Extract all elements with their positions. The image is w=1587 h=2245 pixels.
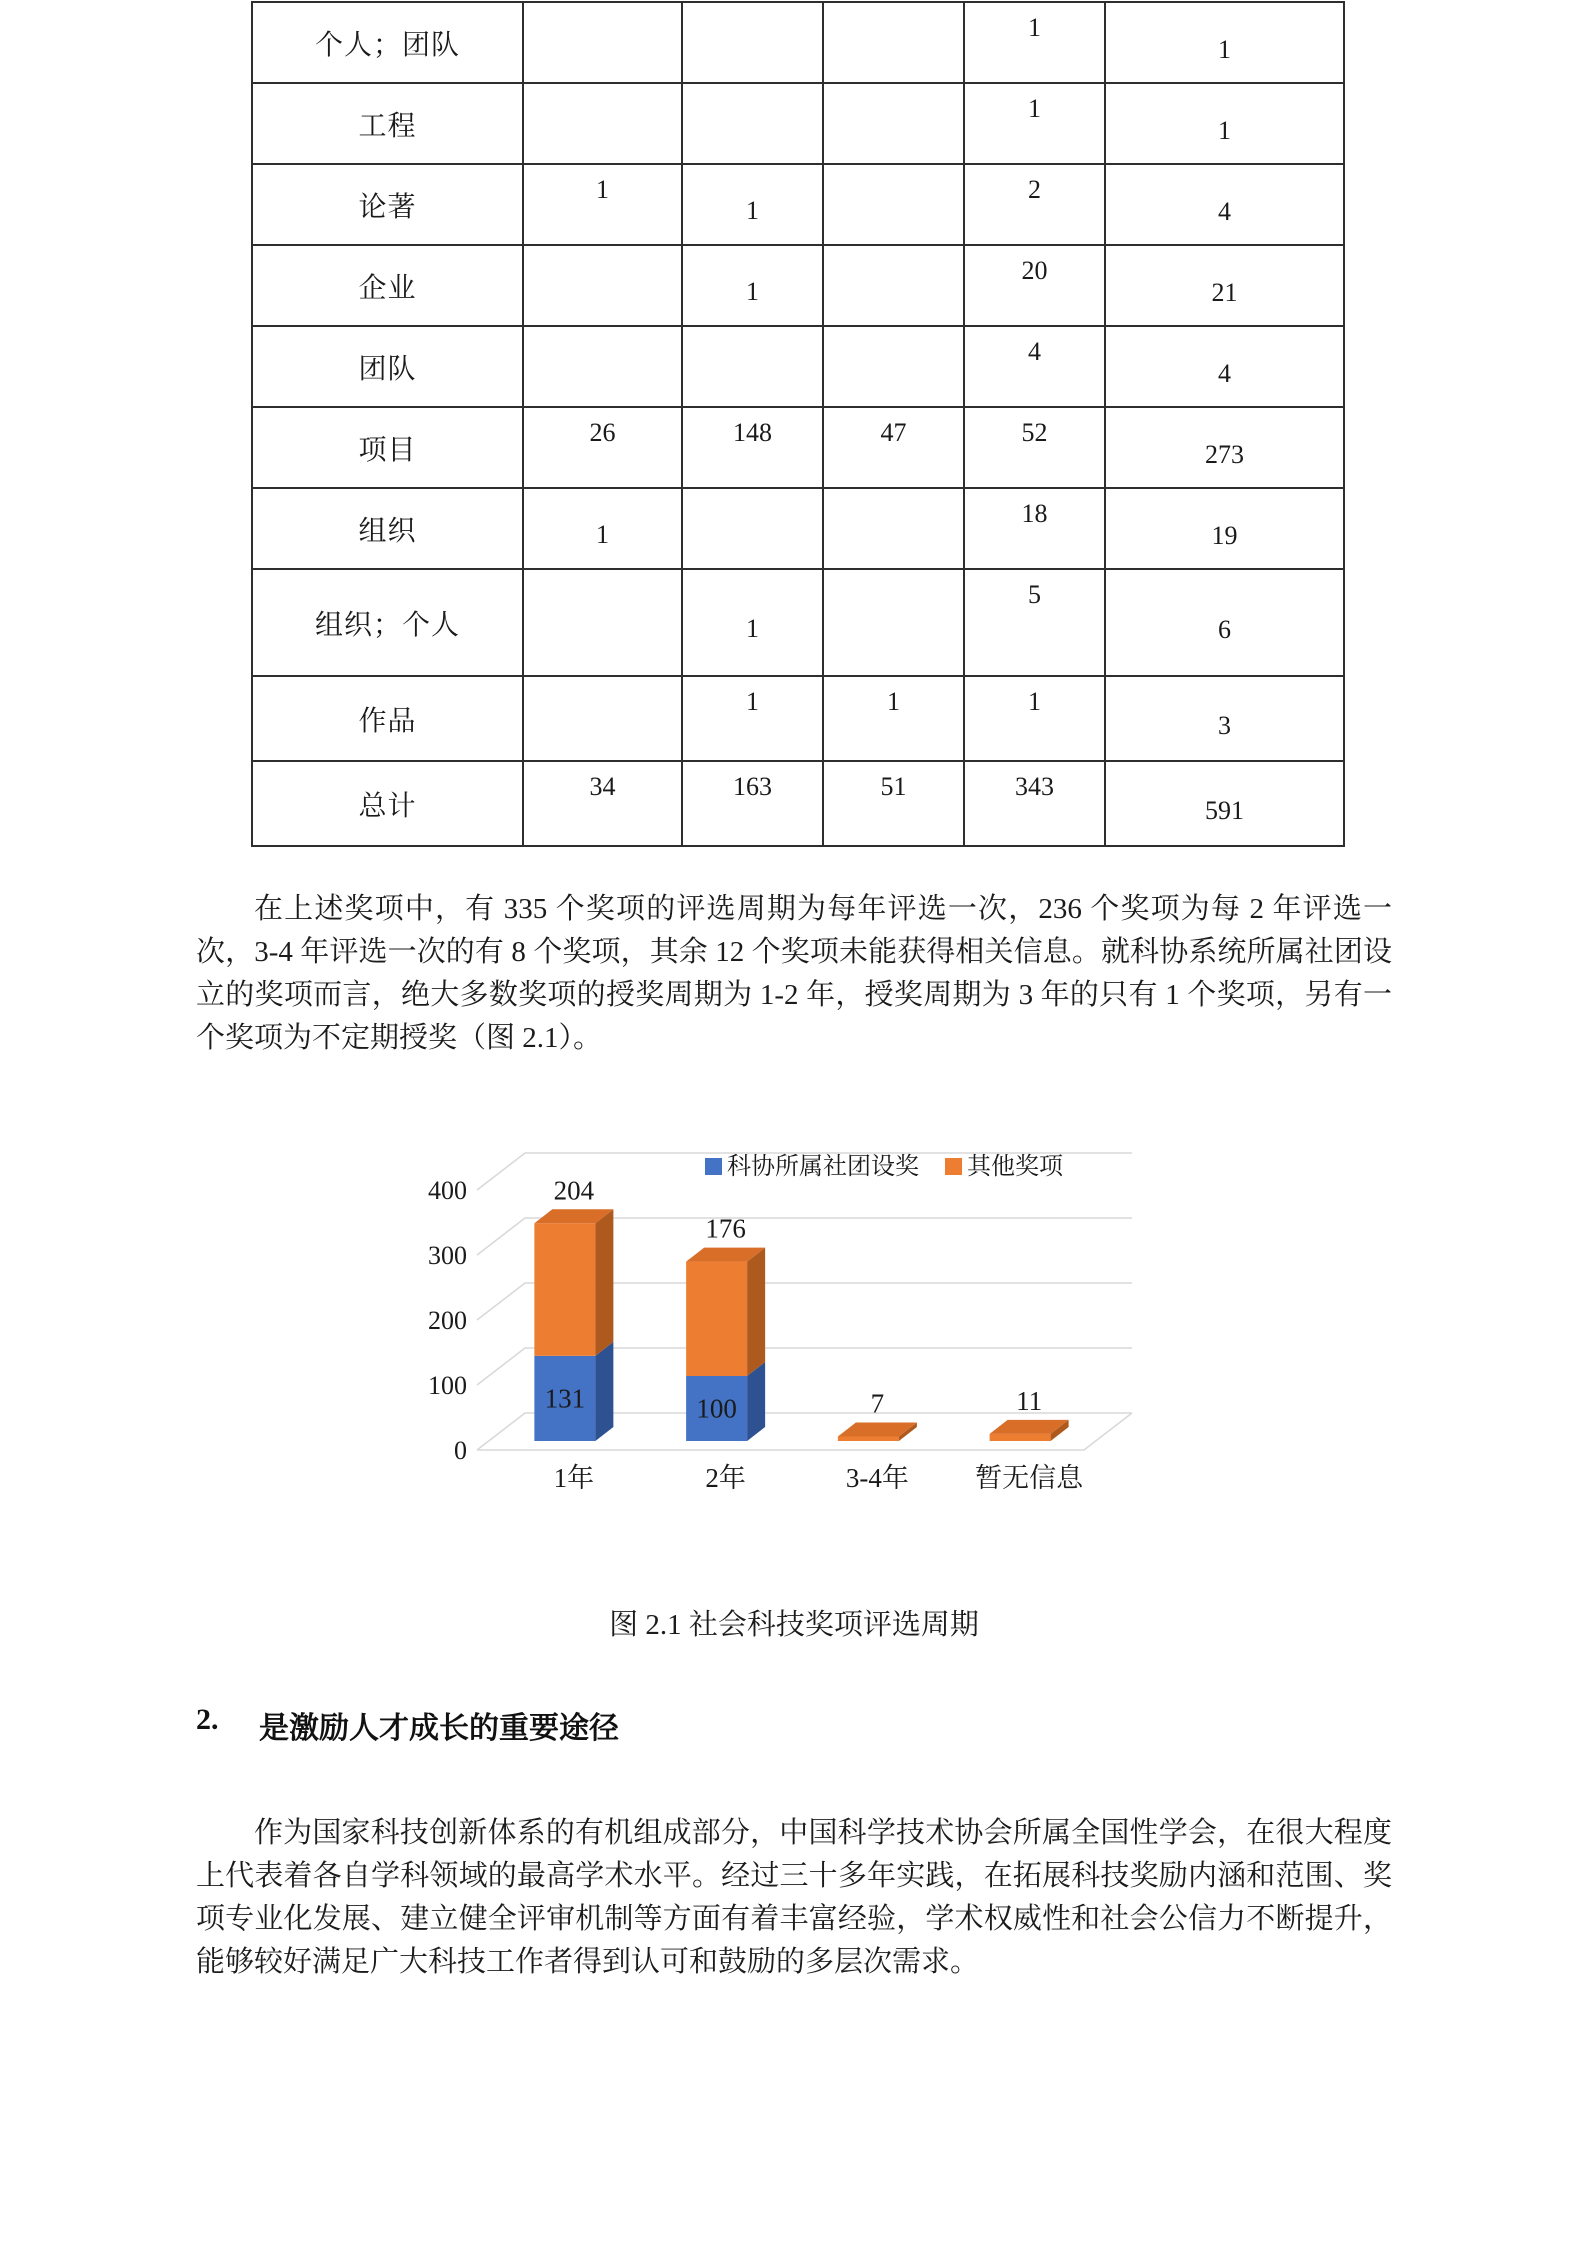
- cell-value: 1: [682, 569, 823, 676]
- cell-value: [823, 245, 964, 326]
- row-label: 项目: [252, 407, 523, 488]
- cell-value: 163: [682, 761, 823, 846]
- cell-value: [823, 488, 964, 569]
- cell-value: 2: [964, 164, 1105, 245]
- row-label: 论著: [252, 164, 523, 245]
- row-total: 1: [1105, 2, 1344, 83]
- row-total: 19: [1105, 488, 1344, 569]
- cell-value: [823, 326, 964, 407]
- table-row: [252, 676, 1344, 761]
- svg-text:200: 200: [428, 1306, 467, 1335]
- cell-value: 4: [964, 326, 1105, 407]
- award-period-table: [251, 1, 1345, 847]
- section-heading-number: 2.: [196, 1703, 219, 1736]
- cell-value: 20: [964, 245, 1105, 326]
- cell-value: 1: [964, 676, 1105, 761]
- cell-value: [523, 326, 682, 407]
- svg-text:131: 131: [544, 1383, 586, 1414]
- svg-text:11: 11: [1016, 1385, 1043, 1416]
- period-bar-chart: [370, 1125, 1200, 1555]
- cell-value: 1: [682, 676, 823, 761]
- cell-value: [823, 83, 964, 164]
- cell-value: [523, 569, 682, 676]
- table-row: [252, 245, 1344, 326]
- row-label: 团队: [252, 326, 523, 407]
- figure-caption: 图 2.1 社会科技奖项评选周期: [609, 1609, 979, 1641]
- cell-value: 34: [523, 761, 682, 846]
- svg-text:400: 400: [428, 1176, 467, 1205]
- row-total: 6: [1105, 569, 1344, 676]
- row-total: 591: [1105, 761, 1344, 846]
- table-row: [252, 2, 1344, 83]
- cell-value: [682, 83, 823, 164]
- svg-text:100: 100: [696, 1393, 737, 1424]
- cell-value: 148: [682, 407, 823, 488]
- row-total: 4: [1105, 164, 1344, 245]
- cell-value: 18: [964, 488, 1105, 569]
- svg-text:176: 176: [705, 1213, 746, 1244]
- cell-value: 52: [964, 407, 1105, 488]
- cell-value: 343: [964, 761, 1105, 846]
- cell-value: [523, 83, 682, 164]
- row-label: 工程: [252, 83, 523, 164]
- cell-value: [523, 245, 682, 326]
- cell-value: 51: [823, 761, 964, 846]
- row-total: 273: [1105, 407, 1344, 488]
- cell-value: 47: [823, 407, 964, 488]
- svg-text:2年: 2年: [705, 1463, 746, 1493]
- section-heading-text: 是激励人才成长的重要途径: [259, 1712, 619, 1745]
- row-total: 21: [1105, 245, 1344, 326]
- cell-value: [823, 164, 964, 245]
- row-total: 1: [1105, 83, 1344, 164]
- svg-text:3-4年: 3-4年: [845, 1463, 909, 1493]
- cell-value: [823, 2, 964, 83]
- row-label: 企业: [252, 245, 523, 326]
- cell-value: 1: [523, 164, 682, 245]
- row-label: 组织；个人: [252, 569, 523, 676]
- cell-value: 1: [682, 245, 823, 326]
- svg-text:204: 204: [553, 1175, 595, 1206]
- svg-text:7: 7: [870, 1388, 885, 1419]
- table-row: [252, 488, 1344, 569]
- svg-text:1年: 1年: [553, 1463, 595, 1493]
- award-table-body: [252, 2, 1344, 846]
- svg-text:其他奖项: 其他奖项: [967, 1154, 1063, 1180]
- row-label: 组织: [252, 488, 523, 569]
- cell-value: [523, 676, 682, 761]
- svg-text:300: 300: [428, 1241, 467, 1270]
- paragraph-selection-period: 在上述奖项中，有 335 个奖项的评选周期为每年评选一次，236 个奖项为每 2 年评选一次，3-4 年评选一次的有 8 个奖项，其余 12 个奖项未能获得相关信息。就科协系统所属社团设立的奖项而言，绝大多数奖项的授奖周期为 1-2 年，授奖周期为 3 年的只有 1 个奖项，另有一个奖项为不定期授奖（图 2.1）。: [196, 893, 1392, 1054]
- cell-value: 5: [964, 569, 1105, 676]
- table-row: [252, 569, 1344, 676]
- svg-text:0: 0: [454, 1436, 467, 1465]
- figure-2-1-chart: [370, 1125, 1200, 1555]
- chart-legend: [705, 1153, 1064, 1180]
- table-row: [252, 326, 1344, 407]
- legend-swatch-icon: [945, 1158, 962, 1175]
- cell-value: [682, 488, 823, 569]
- cell-value: 1: [523, 488, 682, 569]
- cell-value: [682, 2, 823, 83]
- row-label: 作品: [252, 676, 523, 761]
- cell-value: 1: [823, 676, 964, 761]
- table-row: [252, 407, 1344, 488]
- svg-text:100: 100: [428, 1371, 467, 1400]
- cell-value: [523, 2, 682, 83]
- section-heading: [196, 1703, 619, 1747]
- table-row: [252, 761, 1344, 846]
- cell-value: 1: [682, 164, 823, 245]
- row-total: 3: [1105, 676, 1344, 761]
- chart-bars: [534, 1209, 1068, 1441]
- cell-value: 1: [964, 83, 1105, 164]
- paragraph-talent-growth: 作为国家科技创新体系的有机组成部分，中国科学技术协会所属全国性学会，在很大程度上代表着各自学科领域的最高学术水平。经过三十多年实践，在拓展科技奖励内涵和范围、奖项专业化发展、建立健全评审机制等方面有着丰富经验，学术权威性和社会公信力不断提升，能够较好满足广大科技工作者得到认可和鼓励的多层次需求。: [196, 1817, 1392, 1978]
- row-label: 总计: [252, 761, 523, 846]
- svg-text:暂无信息: 暂无信息: [975, 1463, 1084, 1493]
- cell-value: [823, 569, 964, 676]
- table-row: [252, 164, 1344, 245]
- cell-value: [682, 326, 823, 407]
- table-row: [252, 83, 1344, 164]
- row-total: 4: [1105, 326, 1344, 407]
- row-label: 个人；团队: [252, 2, 523, 83]
- legend-swatch-icon: [705, 1158, 722, 1175]
- cell-value: 26: [523, 407, 682, 488]
- svg-text:科协所属社团设奖: 科协所属社团设奖: [727, 1154, 919, 1180]
- cell-value: 1: [964, 2, 1105, 83]
